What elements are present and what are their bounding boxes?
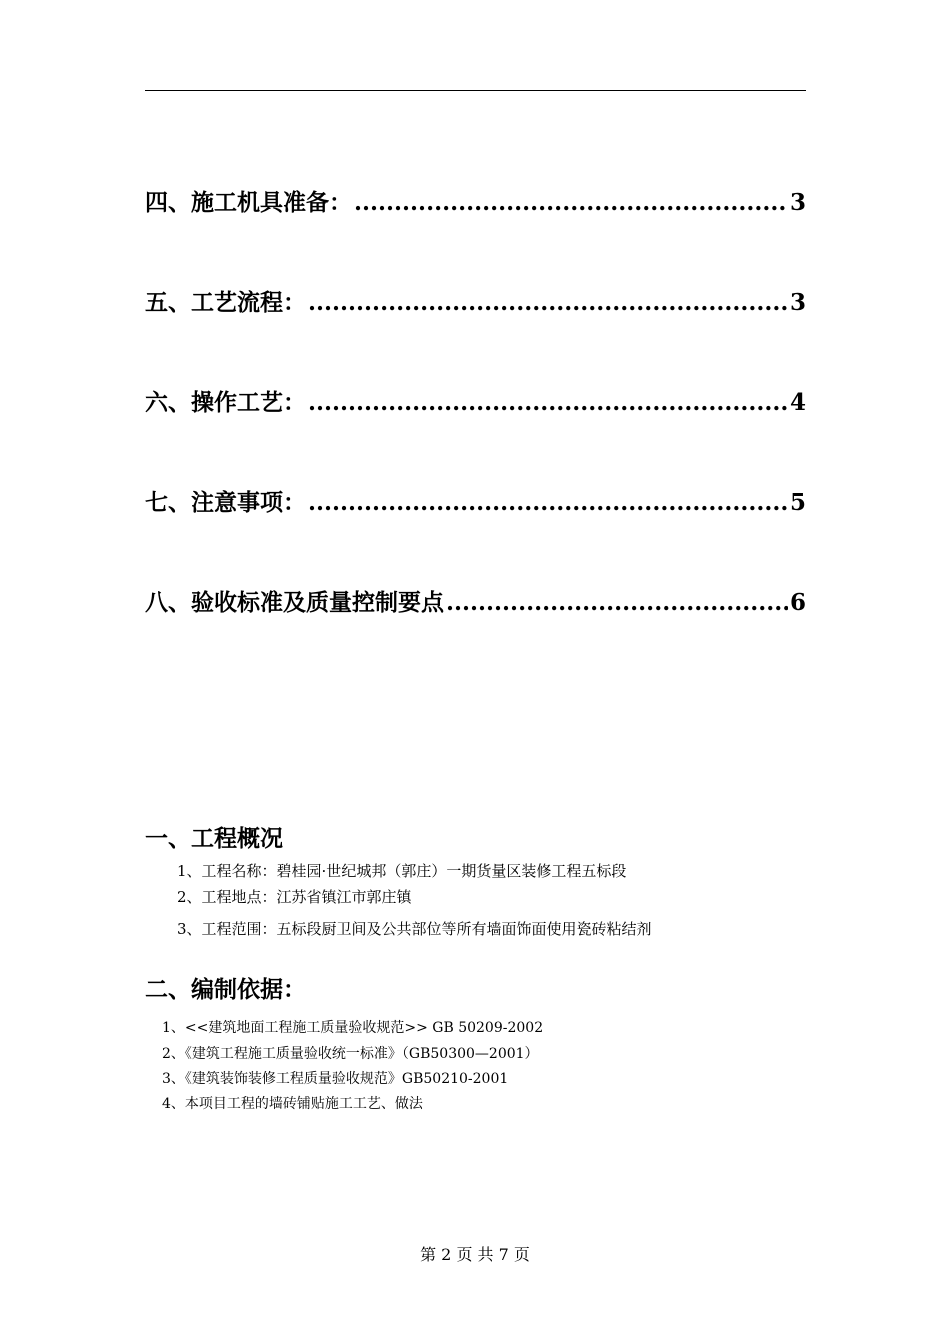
toc-entry-4[interactable] [145, 184, 806, 284]
toc-dot-leader [446, 589, 788, 616]
section-heading: 一、工程概况 [145, 825, 283, 852]
list-item: 4、本项目工程的墙砖铺贴施工工艺、做法 [162, 1096, 423, 1112]
toc-entry-title: 五、工艺流程： [145, 289, 306, 316]
toc-entry-5[interactable] [145, 284, 806, 384]
toc-dot-leader [354, 189, 788, 216]
toc-entry-title: 六、操作工艺： [145, 389, 306, 416]
toc-entry-page: 3 [789, 289, 806, 316]
toc-dot-leader [308, 489, 788, 516]
page-number-footer: 第 2 页 共 7 页 [420, 1245, 530, 1264]
toc-entry-8[interactable] [145, 584, 806, 684]
list-item: 2、《建筑工程施工质量验收统一标准》（GB50300—2001） [162, 1046, 539, 1062]
toc-entry-page: 5 [789, 489, 806, 516]
toc-dot-leader [308, 389, 788, 416]
toc-entry-title: 八、验收标准及质量控制要点 [145, 589, 444, 616]
toc-entry-7[interactable] [145, 484, 806, 584]
header-rule [145, 90, 806, 91]
list-item: 1、工程名称：碧桂园·世纪城邦（郭庄）一期货量区装修工程五标段 [177, 862, 627, 880]
project-overview-section [145, 820, 825, 938]
toc-entry-title: 四、施工机具准备： [145, 189, 352, 216]
list-item: 2、工程地点：江苏省镇江市郭庄镇 [177, 888, 412, 906]
compilation-basis-section [145, 971, 825, 1112]
list-item: 1、<<建筑地面工程施工质量验收规范>> GB 50209-2002 [162, 1020, 544, 1036]
toc-dot-leader [308, 289, 788, 316]
list-item: 3、《建筑装饰装修工程质量验收规范》GB50210-2001 [162, 1071, 509, 1087]
toc-entry-page: 6 [789, 589, 806, 616]
toc-entry-page: 3 [789, 189, 806, 216]
toc-entry-6[interactable] [145, 384, 806, 484]
section-heading: 二、编制依据： [145, 976, 306, 1003]
toc-entry-title: 七、注意事项： [145, 489, 306, 516]
table-of-contents [145, 184, 806, 684]
list-item: 3、工程范围：五标段厨卫间及公共部位等所有墙面饰面使用瓷砖粘结剂 [177, 920, 652, 938]
toc-entry-page: 4 [789, 389, 806, 416]
